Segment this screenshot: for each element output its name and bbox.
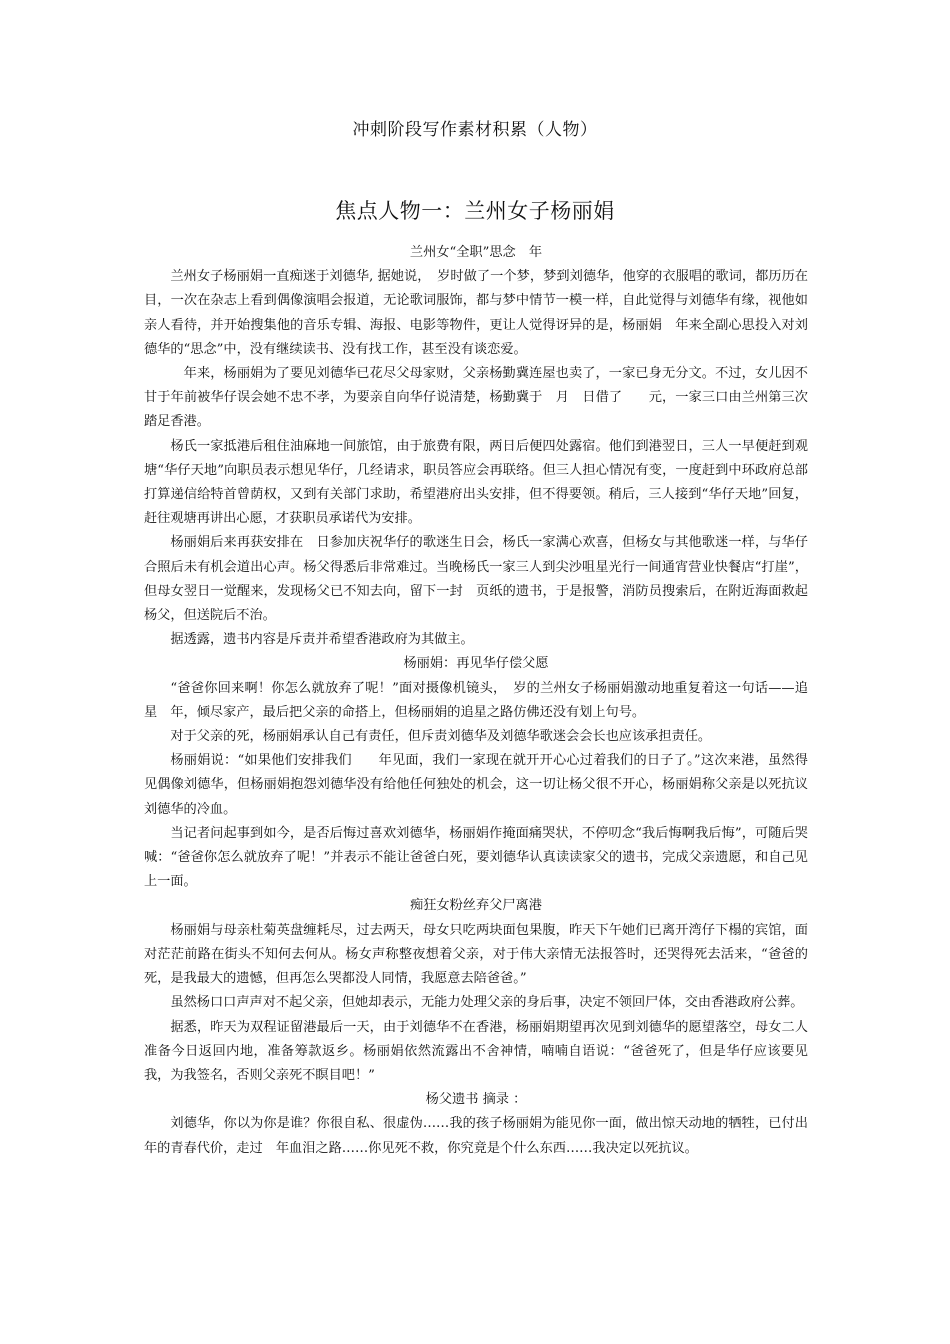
paragraph: 杨丽娟说：“如果他们安排我们 年见面，我们一家现在就开开心心过着我们的日子了。”这次来港，虽然得见偶像刘德华，但杨丽娟抱怨刘德华没有给他任何独处的机会，这一切让杨父很不开心，杨丽娟称父亲是以死抗议刘德华的冷血。 [144,753,808,817]
article-body [144,241,822,1161]
section-heading: 痴狂女粉丝弃父尸离港 [410,898,542,914]
paragraph: “爸爸你回来啊！你怎么就放弃了呢！”面对摄像机镜头， 岁的兰州女子杨丽娟激动地重复着这一句话——追星 年，倾尽家产，最后把父亲的命搭上，但杨丽娟的追星之路仿佛还没有划上句号。 [144,680,808,720]
section-heading: 杨父遗书 摘录 ： [425,1092,527,1108]
paragraph: 兰州女子杨丽娟一直痴迷于刘德华, 据她说， 岁时做了一个梦，梦到刘德华，他穿的衣服唱的歌词，都历历在目，一次在杂志上看到偶像演唱会报道，无论歌词服饰，都与梦中情节一模一样，自此觉得与刘德华有缘，视他如亲人看待，并开始搜集他的音乐专辑、海报、电影等物件，更让人觉得讶异的是，杨丽娟 年来全副心思投入对刘德华的“思念”中，没有继续读书、没有找工作，甚至没有谈恋爱。 [144,269,808,357]
paragraph: 杨氏一家抵港后租住油麻地一间旅馆，由于旅费有限，两日后便四处露宿。他们到港翌日，三人一早便赶到观塘“华仔天地”向职员表示想见华仔，几经请求，职员答应会再联络。但三人担心情况有变，一度赶到中环政府总部打算递信给特首曾荫权，又到有关部门求助，希望港府出头安排，但不得要领。稍后，三人接到“华仔天地”回复，赶往观塘再讲出心愿，才获职员承诺代为安排。 [144,438,808,527]
paragraph: 对于父亲的死，杨丽娟承认自己有责任，但斥责刘德华及刘德华歌迷会会长也应该承担责任。 [170,729,712,745]
section-heading: 兰州女“全职”思念 年 [409,245,543,260]
section-heading: 杨丽娟：再见华仔偿父愿 [403,656,549,672]
paragraph: 年来，杨丽娟为了要见刘德华已花尽父母家财，父亲杨勤冀连屋也卖了，一家已身无分文。不过，女儿因不甘于年前被华仔误会她不忠不孝，为要亲自向华仔说清楚，杨勤冀于 月 日借了 元，一家三口由兰州第三次踏足香港。 [144,366,808,430]
document-title: 冲刺阶段写作素材积累（人物） [352,120,598,140]
paragraph: 当记者问起事到如今，是否后悔过喜欢刘德华，杨丽娟作掩面痛哭状，不停叨念“我后悔啊我后悔”，可随后哭喊：“爸爸你怎么就放弃了呢！”并表示不能让爸爸白死，要刘德华认真读读家父的遗书，完成父亲遗愿，和自己见上一面。 [144,825,808,890]
paragraph: 据透露，遗书内容是斥责并希望香港政府为其做主。 [170,632,474,648]
paragraph: 刘德华，你以为你是谁？你很自私、很虚伪……我的孩子杨丽娟为能见你一面，做出惊天动地的牺牲，已付出 年的青春代价，走过 年血泪之路……你见死不救，你究竟是个什么东西……我决定以死抗议。 [144,1116,822,1156]
main-heading: 焦点人物一：兰州女子杨丽娟 [335,199,615,223]
paragraph: 据悉，昨天为双程证留港最后一天，由于刘德华不在香港，杨丽娟期望再次见到刘德华的愿望落空，母女二人准备今日返回内地，准备筹款返乡。杨丽娟依然流露出不舍神情，喃喃自语说：“爸爸死了，但是华仔应该要见我，为我签名，否则父亲死不瞑目吧！” [144,1019,808,1083]
paragraph: 虽然杨口口声声对不起父亲，但她却表示，无能力处理父亲的身后事，决定不领回尸体，交由香港政府公葬。 [170,995,804,1011]
paragraph: 杨丽娟与母亲杜菊英盘缠耗尽，过去两天，母女只吃两块面包果腹，昨天下午她们已离开湾仔下榻的宾馆，面对茫茫前路在街头不知何去何从。杨女声称整夜想着父亲，对于伟大亲情无法报答时，还哭得死去活来，“爸爸的死，是我最大的遗憾，但再怎么哭都没人同情，我愿意去陪爸爸。” [144,922,808,987]
paragraph: 杨丽娟后来再获安排在 日参加庆祝华仔的歌迷生日会，杨氏一家满心欢喜，但杨女与其他歌迷一样，与华仔合照后未有机会道出心声。杨父得悉后非常难过。当晚杨氏一家三人到尖沙咀星光行一间通宵营业快餐店“打崖”，但母女翌日一觉醒来，发现杨父已不知去向，留下一封 页纸的遗书，于是报警，消防员搜索后，在附近海面救起杨父，但送院后不治。 [144,535,808,624]
